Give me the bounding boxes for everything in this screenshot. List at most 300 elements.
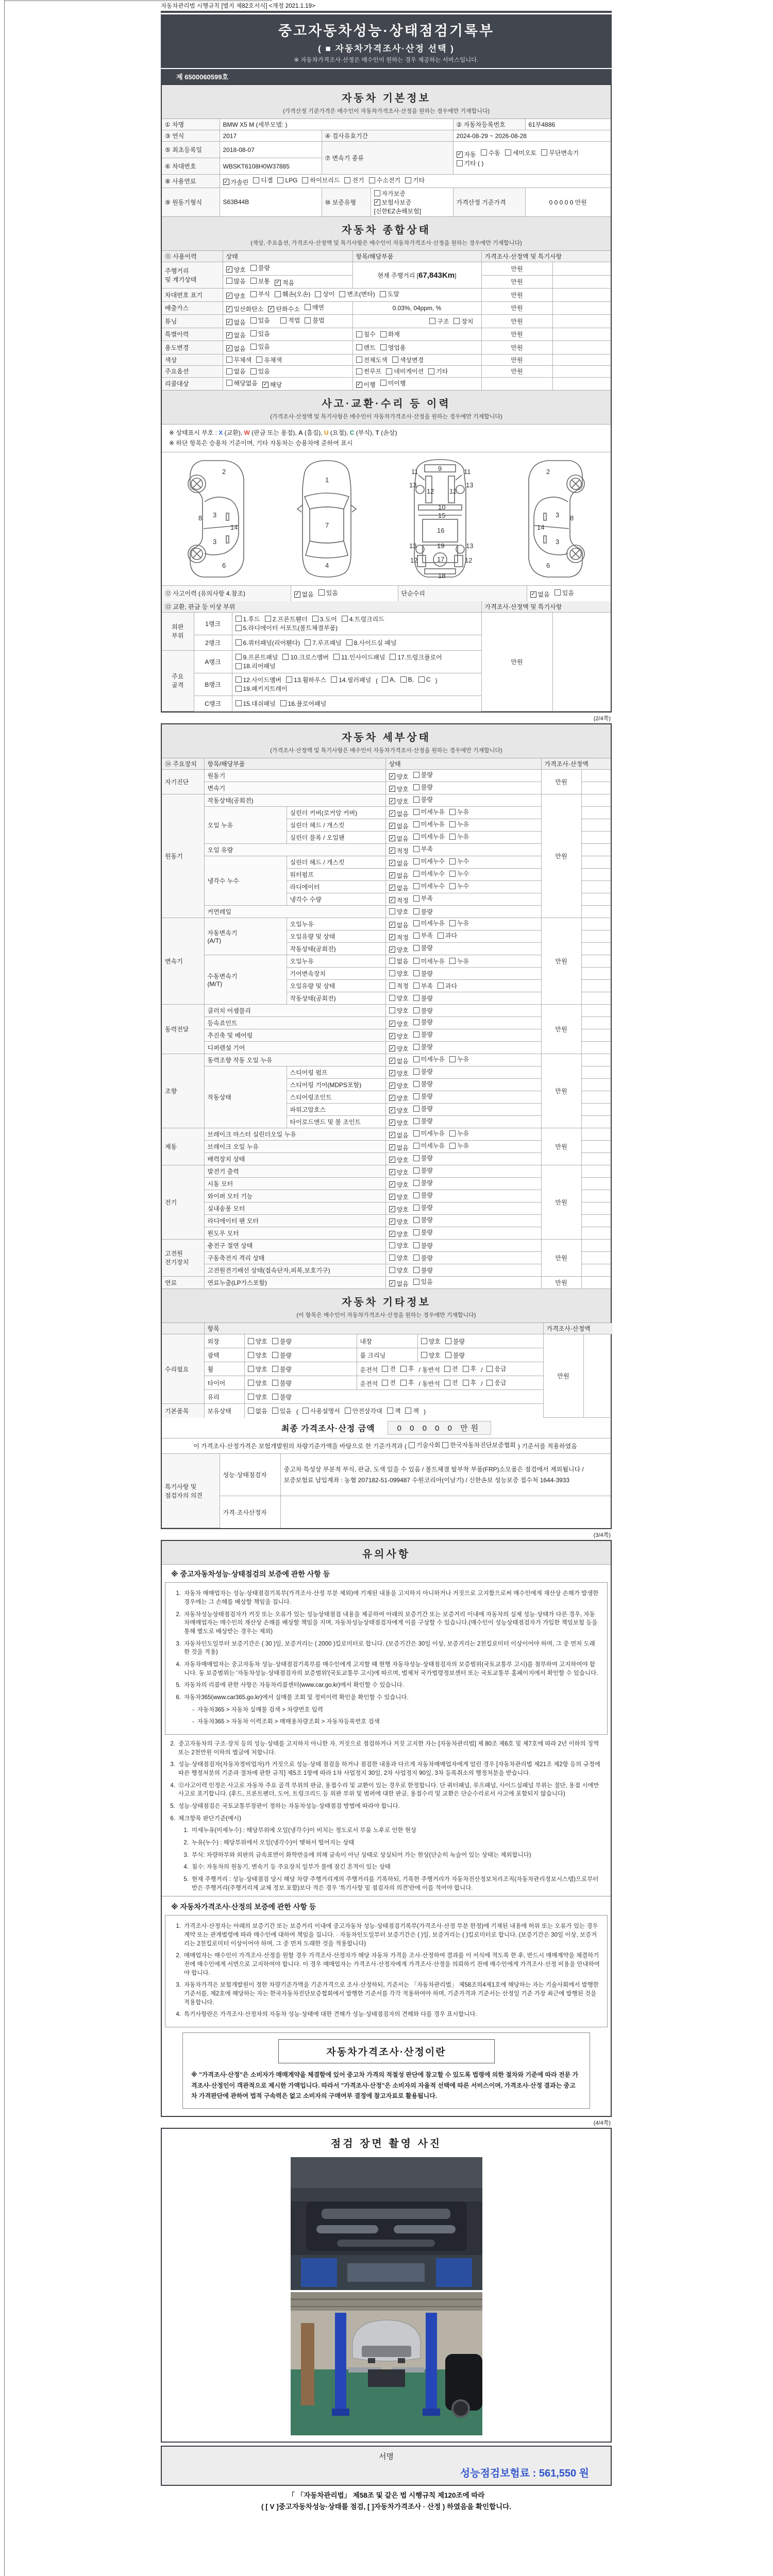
checkbox-불량[interactable] bbox=[413, 795, 433, 804]
checkbox-네비게이션[interactable] bbox=[386, 367, 424, 376]
checkbox-없음[interactable] bbox=[248, 1406, 267, 1415]
checkbox-부족[interactable] bbox=[413, 894, 433, 903]
checkbox-없음[interactable] bbox=[226, 318, 246, 327]
checkbox-없음[interactable] bbox=[389, 1143, 409, 1152]
checkbox-미세누수[interactable] bbox=[413, 882, 445, 890]
checkbox-양호[interactable] bbox=[389, 1081, 409, 1090]
checkbox-양호[interactable] bbox=[248, 1365, 267, 1374]
checkbox-불량[interactable] bbox=[413, 1178, 433, 1187]
price-definition-text: ※ "가격조사·산정"은 소비자가 매매계약을 체결함에 있어 중고차 가격의 적절성 판단에 참고할 수 있도록 법령에 의한 절차와 기준에 따라 전문 가격조사·산정인이 객관적으로 제시한 가액입니다. 따라서 "가격조사·산정"은 소비자의 자율적 선택에 따른 서비스이며, 가격조사·산정 결과는 중고차 가격판단에 관하여 법적 구속력은 없고 소비자의 구매여부 결정에 참고자료로 활용됩니다. bbox=[191, 2071, 579, 2099]
checkbox-17.트렁크플로어[interactable] bbox=[390, 653, 442, 662]
checkbox-색상변경[interactable] bbox=[392, 355, 424, 364]
checkbox-양호[interactable] bbox=[389, 1094, 409, 1103]
checkbox-없음[interactable] bbox=[389, 834, 409, 843]
unchecked-checkbox-icon bbox=[389, 970, 395, 976]
checkbox-수소전기[interactable] bbox=[369, 176, 400, 184]
sub-item-label: 스티어링 펌프 bbox=[287, 1066, 385, 1078]
checkbox-양호[interactable] bbox=[389, 1106, 409, 1115]
unchecked-checkbox-icon bbox=[413, 834, 419, 840]
checkbox-불량[interactable] bbox=[413, 969, 433, 978]
device-group-label: 고전원 전기장치 bbox=[162, 1239, 204, 1276]
checkbox-불법[interactable] bbox=[305, 316, 324, 325]
checked-checkbox-icon: ✓ bbox=[263, 382, 268, 387]
checkbox-양호[interactable] bbox=[389, 1217, 409, 1226]
checkbox-불량[interactable] bbox=[413, 770, 433, 779]
checkbox-15.대쉬패널[interactable] bbox=[236, 699, 276, 708]
checkbox-미이행[interactable] bbox=[380, 379, 406, 387]
checkbox-양호[interactable] bbox=[389, 907, 409, 916]
checkbox-장치[interactable] bbox=[453, 317, 473, 326]
checkbox-양호[interactable] bbox=[248, 1337, 267, 1346]
checkbox-매연[interactable] bbox=[305, 303, 324, 312]
price-cell: 만원 bbox=[481, 275, 552, 289]
checkbox-양호[interactable] bbox=[389, 1006, 409, 1015]
checkbox-사용설명서[interactable] bbox=[303, 1406, 340, 1415]
checkbox-수동[interactable] bbox=[481, 148, 500, 157]
checkbox-전기[interactable] bbox=[344, 176, 364, 184]
checkbox-없음[interactable] bbox=[389, 871, 409, 880]
checkbox-없음[interactable] bbox=[389, 1279, 409, 1288]
checkbox-기타[interactable] bbox=[428, 367, 448, 376]
sub-item-label: 냉각수 수량 bbox=[287, 893, 385, 905]
checkbox-양호[interactable] bbox=[389, 1020, 409, 1028]
checkbox-없음[interactable] bbox=[530, 590, 550, 599]
notice-item-number: 4. bbox=[176, 2011, 181, 2018]
item-label: 등속죠인트 bbox=[204, 1016, 385, 1029]
checkbox-없음[interactable] bbox=[389, 1131, 409, 1140]
checkbox-화재[interactable] bbox=[380, 330, 400, 338]
checkbox-양호[interactable] bbox=[389, 1241, 409, 1250]
accident-history-row bbox=[162, 586, 611, 601]
checkbox-누수[interactable] bbox=[449, 869, 469, 878]
checkbox-부식[interactable] bbox=[250, 290, 270, 298]
unchecked-checkbox-icon bbox=[248, 1352, 254, 1358]
checkbox-유채색[interactable] bbox=[256, 355, 282, 364]
checkbox-불량[interactable] bbox=[413, 1030, 433, 1039]
checked-checkbox-icon: ✓ bbox=[390, 1058, 394, 1064]
unchecked-checkbox-icon bbox=[226, 380, 232, 386]
checkbox-불량[interactable] bbox=[445, 1337, 465, 1346]
checkbox-있음[interactable] bbox=[250, 316, 270, 325]
checkbox-label: 부족 bbox=[421, 982, 433, 990]
unchecked-checkbox-icon bbox=[382, 1380, 388, 1386]
checkbox-변조(변타)[interactable] bbox=[339, 290, 375, 298]
checkbox-미세누유[interactable] bbox=[413, 832, 445, 841]
checkbox-없음[interactable] bbox=[389, 884, 409, 892]
checkbox-양호[interactable] bbox=[421, 1351, 441, 1360]
unchecked-checkbox-icon bbox=[413, 1143, 419, 1149]
checkbox-양호[interactable] bbox=[389, 1253, 409, 1262]
checkbox-불량[interactable] bbox=[272, 1337, 292, 1346]
checkbox-양호[interactable] bbox=[389, 797, 409, 806]
checkbox-19.패키지트레이[interactable] bbox=[236, 684, 288, 693]
note-cell bbox=[581, 843, 611, 856]
checkbox-보험사보증[interactable] bbox=[374, 198, 412, 207]
checkbox-과다[interactable] bbox=[438, 931, 457, 940]
checkbox-양호[interactable] bbox=[248, 1379, 267, 1387]
checkbox-없음[interactable] bbox=[389, 957, 409, 965]
checkbox-불량[interactable] bbox=[272, 1351, 292, 1360]
checkbox-불량[interactable] bbox=[413, 1116, 433, 1125]
checkbox-없음[interactable] bbox=[226, 344, 246, 353]
checkbox-label: 없음 bbox=[537, 591, 550, 599]
checkbox-적법[interactable] bbox=[280, 316, 300, 325]
unchecked-checkbox-icon bbox=[226, 368, 232, 375]
checkbox-5.라디에이터 서포트(볼트체결부품)[interactable] bbox=[236, 623, 338, 632]
checkbox-label: 유채색 bbox=[264, 356, 282, 364]
checkbox-누유[interactable] bbox=[449, 820, 469, 828]
unchecked-checkbox-icon bbox=[315, 291, 321, 297]
checkbox-양호[interactable] bbox=[226, 265, 246, 274]
footer-line-2: ( [ V ]중고자동차성능·상태를 점검, [ ]자동차가격조사 · 산정 ) 하였음을 확인합니다. bbox=[261, 2502, 511, 2511]
checkbox-누유[interactable] bbox=[449, 957, 469, 965]
checkbox-영업용[interactable] bbox=[380, 343, 406, 352]
checkbox-탄화수소[interactable] bbox=[268, 304, 299, 313]
notice-item-text: 자동차가격은 보험개발원이 정한 차량기준가액을 기준가격으로 조사·산정하되, 기준서는 「자동차관리법」 제58조의4제1호에 해당하는 자는 기술사회에서 발행한 기준서를, 제2호에 해당하는 자는 한국자동차진단보증협회에서 발행한 기준서를 각각 적용하여야 하며, 기준가격과 기준서는 산정일 기준 가장 최근에 발행된 것을 적용합니다. bbox=[184, 1982, 599, 2006]
checkbox-썬루프[interactable] bbox=[356, 367, 382, 376]
checkbox-불량[interactable] bbox=[413, 1079, 433, 1088]
checkbox-불량[interactable] bbox=[413, 994, 433, 1003]
checkbox-불량[interactable] bbox=[413, 1067, 433, 1076]
checkbox-2.프론트휀더[interactable] bbox=[265, 615, 308, 623]
unchecked-checkbox-icon bbox=[248, 1408, 254, 1414]
checkbox-적정[interactable] bbox=[389, 933, 409, 942]
symbol-desc: (흠집), bbox=[303, 429, 324, 436]
checkbox-부족[interactable] bbox=[413, 931, 433, 940]
checkbox-미세누유[interactable] bbox=[413, 1141, 445, 1150]
tire-label: 타이어 bbox=[204, 1376, 244, 1390]
checkbox-불량[interactable] bbox=[413, 943, 433, 952]
checkbox-부족[interactable] bbox=[413, 981, 433, 990]
checkbox-해당[interactable] bbox=[262, 380, 282, 389]
price-cell: 만원 bbox=[541, 1128, 581, 1165]
checkbox-8.사이드실 패널[interactable] bbox=[346, 638, 397, 647]
checkbox-양호[interactable] bbox=[389, 785, 409, 793]
unchecked-checkbox-icon bbox=[280, 700, 287, 706]
checkbox-과다[interactable] bbox=[438, 981, 457, 990]
checkbox-미세누유[interactable] bbox=[413, 957, 445, 965]
checkbox-불량[interactable] bbox=[413, 1191, 433, 1199]
checkbox-누수[interactable] bbox=[449, 857, 469, 866]
checkbox-label: 불량 bbox=[279, 1337, 292, 1345]
checkbox-잭[interactable] bbox=[405, 1406, 419, 1415]
checkbox-C[interactable] bbox=[418, 676, 431, 683]
reg-no-label: ② 자동차등록번호 bbox=[453, 119, 525, 130]
accident-history-state bbox=[291, 586, 398, 601]
checkbox-자동[interactable] bbox=[457, 150, 476, 159]
checkbox-없음[interactable] bbox=[389, 921, 409, 929]
unchecked-checkbox-icon bbox=[413, 1279, 419, 1285]
mileage-label: 주행거리 및 계기상태 bbox=[162, 262, 223, 289]
checkbox-label: 불량 bbox=[421, 944, 433, 952]
checkbox-미세누유[interactable] bbox=[413, 1055, 445, 1063]
checkbox-4.트렁크리드[interactable] bbox=[342, 615, 384, 623]
checkbox-없음[interactable] bbox=[226, 331, 246, 340]
state-cell bbox=[385, 1190, 541, 1202]
checkbox-label: 전 bbox=[390, 1365, 396, 1373]
checkbox-label: 양호 bbox=[396, 970, 409, 977]
recall-state bbox=[223, 377, 352, 390]
checkbox-label: 양호 bbox=[396, 1206, 409, 1213]
checkbox-label: 있음 bbox=[258, 330, 270, 337]
svg-text:3: 3 bbox=[555, 537, 560, 546]
checkbox-양호[interactable] bbox=[389, 1118, 409, 1127]
checkbox-누유[interactable] bbox=[449, 919, 469, 927]
checkbox-안전삼각대[interactable] bbox=[345, 1406, 382, 1415]
checkbox-불량[interactable] bbox=[413, 1203, 433, 1212]
rank-2-items bbox=[232, 635, 481, 650]
checkbox-전[interactable] bbox=[382, 1364, 396, 1373]
vin-value: WBSKT6108H0W37885 bbox=[220, 158, 322, 175]
checkbox-하이브리드[interactable] bbox=[302, 176, 340, 184]
note-cell bbox=[581, 769, 611, 782]
checkbox-있음[interactable] bbox=[250, 367, 270, 376]
basic-info-title: 자동차 기본정보 bbox=[342, 93, 431, 104]
checkbox-16.플로어패널[interactable] bbox=[280, 699, 327, 708]
checkbox-적음[interactable] bbox=[275, 278, 294, 287]
price-cell: 만원 bbox=[481, 366, 552, 378]
svg-text:16: 16 bbox=[436, 526, 445, 534]
checkbox-있음[interactable] bbox=[250, 329, 270, 338]
notice-subheader-1: ※ 중고자동차성능·상태점검의 보증에 관한 사항 등 bbox=[171, 1570, 330, 1579]
checkbox-label: 7.루프패널 bbox=[312, 639, 342, 647]
checkbox-label: 불량 bbox=[279, 1365, 292, 1373]
notice-item bbox=[173, 2010, 600, 2019]
checkbox-불량[interactable] bbox=[413, 1006, 433, 1015]
checkbox-잭[interactable] bbox=[387, 1406, 401, 1415]
checkbox-응급[interactable] bbox=[486, 1378, 506, 1387]
checkbox-적정[interactable] bbox=[389, 896, 409, 905]
checkbox-보통[interactable] bbox=[250, 277, 270, 285]
checkbox-이행[interactable] bbox=[356, 380, 376, 389]
page-subtitle: ( ■ 자동차가격조사·산정 선택 ) bbox=[318, 44, 455, 54]
checkbox-불량[interactable] bbox=[272, 1393, 292, 1401]
checkbox-label: 디젤 bbox=[261, 177, 273, 184]
sub-item-label: 파워고압호스 bbox=[287, 1103, 385, 1115]
checkbox-일산화탄소[interactable] bbox=[226, 304, 264, 313]
checkbox-누유[interactable] bbox=[449, 1141, 469, 1150]
checkbox-불량[interactable] bbox=[445, 1351, 465, 1360]
unchecked-checkbox-icon bbox=[444, 1366, 450, 1372]
checkbox-적정[interactable] bbox=[389, 846, 409, 855]
checkbox-양호[interactable] bbox=[389, 1193, 409, 1201]
unchecked-checkbox-icon bbox=[374, 190, 380, 196]
checkbox-불량[interactable] bbox=[413, 1092, 433, 1100]
checkbox-불량[interactable] bbox=[413, 1228, 433, 1236]
checkbox-label: 없음 bbox=[255, 1407, 267, 1415]
checkbox-없음[interactable] bbox=[226, 367, 246, 376]
sub-item-label: 오일누유 bbox=[287, 955, 385, 967]
checkbox-14.필러패널[interactable] bbox=[331, 675, 371, 684]
checkbox-label: 15.대쉬패널 bbox=[243, 700, 276, 707]
checkbox-디젤[interactable] bbox=[253, 176, 273, 184]
unchecked-checkbox-icon bbox=[421, 1338, 427, 1344]
checkbox-양호[interactable] bbox=[226, 292, 246, 300]
checkbox-세미오토[interactable] bbox=[505, 148, 536, 157]
checkbox-양호[interactable] bbox=[389, 1044, 409, 1053]
checkbox-불량[interactable] bbox=[413, 1154, 433, 1162]
checkbox-자가보증[interactable] bbox=[374, 189, 406, 198]
checkbox-미세누유[interactable] bbox=[413, 820, 445, 828]
checkbox-불량[interactable] bbox=[413, 1266, 433, 1275]
checkbox-누유[interactable] bbox=[449, 1129, 469, 1138]
checkbox-양호[interactable] bbox=[389, 1180, 409, 1189]
checkbox-label: 누수 bbox=[457, 883, 469, 890]
checkbox-없음[interactable] bbox=[389, 809, 409, 818]
checkbox-18.리어패널[interactable] bbox=[236, 662, 276, 670]
checkbox-불량[interactable] bbox=[250, 263, 270, 272]
checkbox-훼손(오손)[interactable] bbox=[275, 290, 310, 298]
checkbox-누유[interactable] bbox=[449, 1055, 469, 1063]
checkbox-불량[interactable] bbox=[413, 1253, 433, 1262]
checkbox-A,[interactable] bbox=[382, 676, 395, 683]
unchecked-checkbox-icon bbox=[248, 1338, 254, 1344]
notice-list-2 bbox=[162, 1740, 611, 1892]
checkbox-양호[interactable] bbox=[248, 1351, 267, 1360]
checkbox-label: 안전삼각대 bbox=[352, 1407, 382, 1415]
checkbox-없음[interactable] bbox=[389, 822, 409, 831]
checkbox-누유[interactable] bbox=[449, 807, 469, 816]
checkbox-무채색[interactable] bbox=[226, 355, 252, 364]
checkbox-양호[interactable] bbox=[389, 1032, 409, 1041]
checkbox-누수[interactable] bbox=[449, 882, 469, 890]
checkbox-label: 없음 bbox=[396, 810, 409, 818]
rank-c-items bbox=[232, 696, 481, 711]
checkbox-양호[interactable] bbox=[389, 772, 409, 781]
checkbox-기타 ( )[interactable] bbox=[457, 159, 484, 167]
basic-info-header bbox=[162, 85, 611, 119]
accident-note: (가격조사·산정액 및 특기사항은 매수인이 자동차가격조사·산정을 원하는 경우에만 기재합니다) bbox=[270, 414, 502, 420]
checkbox-미세누유[interactable] bbox=[413, 919, 445, 927]
checkbox-양호[interactable] bbox=[389, 969, 409, 978]
checkbox-양호[interactable] bbox=[389, 1069, 409, 1078]
checkbox-후[interactable] bbox=[400, 1364, 414, 1373]
checkbox-불량[interactable] bbox=[413, 783, 433, 791]
price-definition-title: 자동차가격조사·산정이란 bbox=[278, 2039, 495, 2063]
checkbox-불량[interactable] bbox=[413, 1042, 433, 1051]
detail-title: 자동차 세부상태 bbox=[342, 732, 431, 743]
note-cell bbox=[581, 1054, 611, 1066]
checkbox-불량[interactable] bbox=[413, 1166, 433, 1175]
checkbox-후[interactable] bbox=[463, 1378, 477, 1387]
checkbox-10.크로스멤버[interactable] bbox=[282, 653, 329, 662]
checkbox-해당없음[interactable] bbox=[226, 379, 258, 387]
checkbox-불량[interactable] bbox=[413, 1018, 433, 1026]
checkbox-렌트[interactable] bbox=[356, 343, 376, 352]
checkbox-불량[interactable] bbox=[413, 1104, 433, 1113]
price-cell: 만원 bbox=[481, 354, 552, 366]
checkbox-기술사회[interactable] bbox=[409, 1440, 440, 1449]
note-cell bbox=[581, 955, 611, 967]
unchecked-checkbox-icon bbox=[282, 654, 289, 660]
unchecked-checkbox-icon bbox=[253, 177, 259, 183]
checkbox-불량[interactable] bbox=[413, 907, 433, 916]
checkbox-미세누수[interactable] bbox=[413, 857, 445, 866]
checkbox-label: 렌트 bbox=[363, 344, 376, 351]
checkbox-상이[interactable] bbox=[315, 290, 334, 298]
checkbox-미세누유[interactable] bbox=[413, 807, 445, 816]
checkbox-label: 있음 bbox=[258, 343, 270, 350]
checkbox-많음[interactable] bbox=[226, 277, 246, 285]
checkbox-양호[interactable] bbox=[389, 945, 409, 954]
price-definition-box bbox=[182, 2032, 590, 2109]
checkbox-불량[interactable] bbox=[413, 1215, 433, 1224]
checkbox-불량[interactable] bbox=[272, 1379, 292, 1387]
checkbox-9.프론트패널[interactable] bbox=[236, 653, 278, 662]
notice-item bbox=[167, 1815, 606, 1823]
checkbox-양호[interactable] bbox=[389, 1156, 409, 1164]
checkbox-전체도색[interactable] bbox=[356, 355, 388, 364]
checkbox-불량[interactable] bbox=[272, 1365, 292, 1374]
unchecked-checkbox-icon bbox=[356, 344, 362, 350]
checkbox-양호[interactable] bbox=[389, 994, 409, 1003]
exchange-note bbox=[552, 612, 611, 711]
checkbox-12.사이드멤버[interactable] bbox=[236, 675, 282, 684]
checkbox-불량[interactable] bbox=[413, 1241, 433, 1250]
notice-subitem-text: 자동차365 > 자동차 실매물 검색 > 차량번호 입력 bbox=[197, 1706, 323, 1713]
checkbox-있음[interactable] bbox=[272, 1406, 292, 1415]
checkbox-B,[interactable] bbox=[400, 676, 414, 683]
checkbox-6.쿼터패널(리어휀다)[interactable] bbox=[236, 638, 300, 647]
checkbox-LPG[interactable] bbox=[277, 177, 297, 184]
checkbox-양호[interactable] bbox=[389, 1266, 409, 1275]
state-cell bbox=[385, 918, 541, 930]
checkbox-침수[interactable] bbox=[356, 330, 376, 338]
checkbox-양호[interactable] bbox=[421, 1337, 441, 1346]
notice-item bbox=[173, 1660, 600, 1677]
checkbox-없음[interactable] bbox=[389, 859, 409, 868]
unchecked-checkbox-icon bbox=[449, 1143, 456, 1149]
checkbox-누유[interactable] bbox=[449, 832, 469, 841]
checkbox-미세누유[interactable] bbox=[413, 1129, 445, 1138]
checkbox-기타[interactable] bbox=[405, 176, 425, 184]
checkbox-한국자동차진단보증협회[interactable] bbox=[442, 1440, 516, 1449]
checkbox-없음[interactable] bbox=[389, 1057, 409, 1065]
checkbox-있음[interactable] bbox=[250, 342, 270, 351]
checkbox-가솔린[interactable] bbox=[223, 178, 249, 187]
state-cell bbox=[385, 992, 541, 1004]
checkbox-1.후드[interactable] bbox=[236, 615, 260, 623]
checkbox-양호[interactable] bbox=[389, 1205, 409, 1214]
checkbox-13.휠하우스[interactable] bbox=[286, 675, 326, 684]
checkbox-도말[interactable] bbox=[380, 290, 399, 298]
checkbox-무단변속기[interactable] bbox=[541, 148, 579, 157]
checkbox-응급[interactable] bbox=[486, 1364, 506, 1373]
checkbox-양호[interactable] bbox=[389, 1230, 409, 1239]
checkbox-전[interactable] bbox=[444, 1364, 458, 1373]
checkbox-있음[interactable] bbox=[318, 588, 338, 597]
note-cell bbox=[581, 1078, 611, 1091]
checkbox-7.루프패널[interactable] bbox=[305, 638, 341, 647]
checkbox-양호[interactable] bbox=[389, 1168, 409, 1177]
checkbox-3.도어[interactable] bbox=[312, 615, 337, 623]
checkbox-후[interactable] bbox=[463, 1364, 477, 1373]
checkbox-있음[interactable] bbox=[554, 588, 574, 597]
checkbox-label: 누유 bbox=[457, 1142, 469, 1150]
checkbox-부족[interactable] bbox=[413, 844, 433, 853]
checkbox-전[interactable] bbox=[382, 1378, 396, 1387]
checkbox-구조[interactable] bbox=[429, 317, 449, 326]
checkbox-없음[interactable] bbox=[294, 590, 314, 599]
checkbox-양호[interactable] bbox=[248, 1393, 267, 1401]
checkbox-있음[interactable] bbox=[413, 1277, 433, 1286]
checkbox-미세누수[interactable] bbox=[413, 869, 445, 878]
checkbox-적정[interactable] bbox=[389, 981, 409, 990]
checkbox-후[interactable] bbox=[400, 1378, 414, 1387]
checked-checkbox-icon: ✓ bbox=[390, 934, 394, 940]
checkbox-11.인사이드패널[interactable] bbox=[333, 653, 385, 662]
checkbox-전[interactable] bbox=[444, 1378, 458, 1387]
